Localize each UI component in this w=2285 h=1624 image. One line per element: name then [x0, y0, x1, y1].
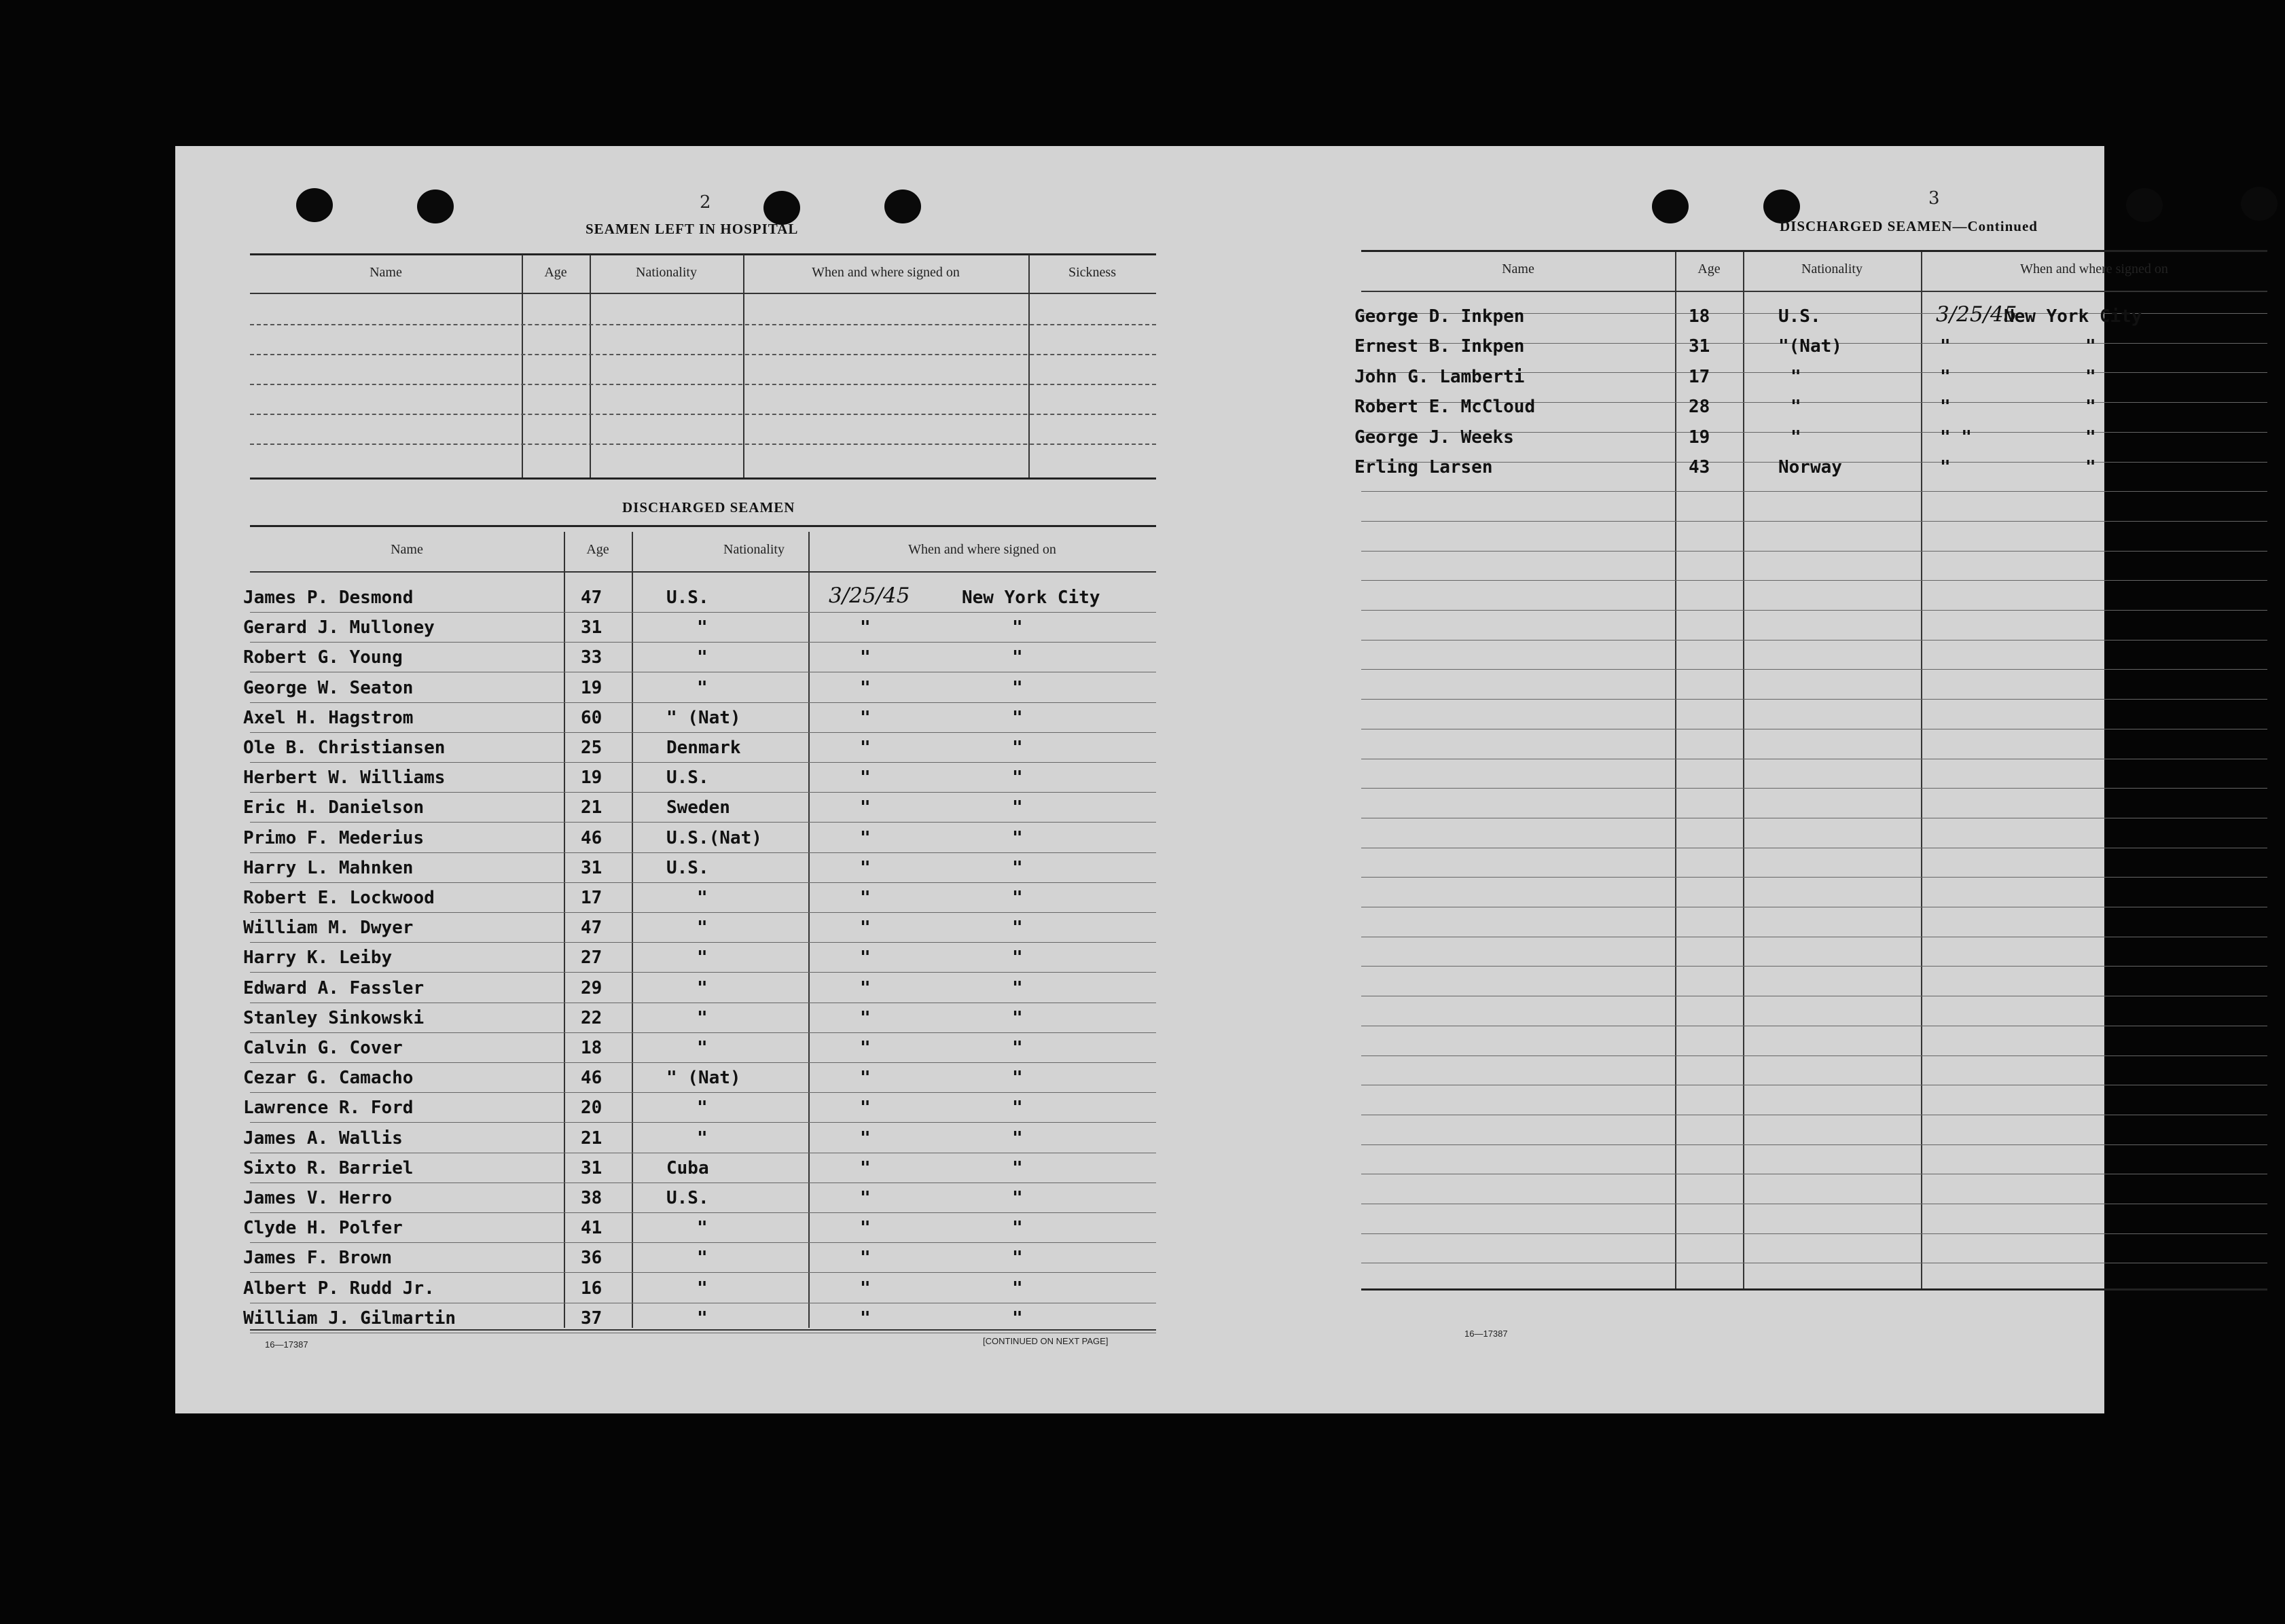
table-row [250, 792, 1156, 793]
punch-hole [763, 191, 800, 225]
signed-on-place: New York City [2004, 306, 2142, 327]
signed-on-date: 3/25/45 [1936, 302, 2017, 327]
seaman-age: 43 [1689, 457, 1710, 477]
table-row [1361, 1233, 2267, 1234]
seaman-nationality: " [1791, 427, 1801, 448]
signed-on-date: " [860, 1248, 871, 1268]
column-divider [743, 255, 744, 479]
table-row [1361, 788, 2267, 789]
seaman-nationality: " [697, 1308, 708, 1329]
signed-on-date: " [860, 678, 871, 698]
hospital-header-sickness: Sickness [1068, 265, 1116, 280]
seaman-nationality: "(Nat) [1778, 336, 1842, 357]
seaman-age: 47 [581, 588, 602, 608]
signed-on-place: " [1012, 948, 1023, 968]
signed-on-place: " [2085, 367, 2096, 387]
seaman-name: James V. Herro [243, 1188, 393, 1208]
signed-on-date: " [860, 888, 871, 908]
seaman-age: 28 [1689, 397, 1710, 417]
seaman-name: James A. Wallis [243, 1128, 403, 1149]
table-row [250, 1062, 1156, 1063]
seaman-age: 19 [1689, 427, 1710, 448]
page-number: 3 [1928, 188, 1940, 209]
table-row [250, 912, 1156, 913]
signed-on-place: " [1012, 978, 1023, 998]
signed-on-date: " [860, 797, 871, 818]
seaman-name: Ole B. Christiansen [243, 738, 446, 758]
table-row [250, 444, 1156, 445]
seaman-nationality: " (Nat) [666, 1068, 741, 1088]
hospital-header-name: Name [370, 265, 402, 280]
seaman-name: Robert E. McCloud [1354, 397, 1536, 417]
seaman-nationality: " [697, 678, 708, 698]
signed-on-place: " [1012, 617, 1023, 638]
seaman-name: George J. Weeks [1354, 427, 1514, 448]
hospital-section-title: SEAMEN LEFT IN HOSPITAL [586, 221, 799, 237]
signed-on-place: " [2085, 427, 2096, 448]
continued-header-name: Name [1502, 261, 1534, 276]
signed-on-place: " [1012, 738, 1023, 758]
hospital-header-nationality: Nationality [636, 265, 697, 280]
signed-on-place: " [1012, 1098, 1023, 1118]
punch-hole [296, 188, 333, 222]
signed-on-date: " [1940, 457, 1951, 477]
seaman-age: 33 [581, 647, 602, 668]
seaman-nationality: U.S.(Nat) [666, 828, 762, 848]
seaman-name: Primo F. Mederius [243, 828, 425, 848]
seaman-name: Axel H. Hagstrom [243, 708, 414, 728]
signed-on-date: " [860, 1098, 871, 1118]
seaman-nationality: U.S. [666, 858, 709, 878]
seaman-nationality: " [697, 1038, 708, 1058]
seaman-nationality: Denmark [666, 738, 741, 758]
discharged-header-name: Name [391, 542, 423, 557]
table-row [250, 1242, 1156, 1243]
seaman-age: 20 [581, 1098, 602, 1118]
signed-on-place: " [1012, 1038, 1023, 1058]
seaman-nationality: " [697, 948, 708, 968]
punch-hole [417, 190, 454, 223]
seaman-nationality: " [697, 1218, 708, 1238]
punch-hole [2241, 187, 2278, 221]
seaman-name: Robert G. Young [243, 647, 403, 668]
seaman-nationality: " [697, 888, 708, 908]
seaman-name: Stanley Sinkowski [243, 1008, 425, 1028]
seaman-name: John G. Lamberti [1354, 367, 1525, 387]
seaman-name: Robert E. Lockwood [243, 888, 435, 908]
signed-on-date: " [860, 978, 871, 998]
seaman-nationality: Sweden [666, 797, 730, 818]
punch-hole [884, 190, 921, 223]
table-row [250, 942, 1156, 943]
seaman-age: 18 [1689, 306, 1710, 327]
table-row [250, 882, 1156, 883]
seaman-name: William M. Dwyer [243, 918, 414, 938]
seaman-nationality: " [697, 1098, 708, 1118]
seaman-nationality: " [697, 978, 708, 998]
column-divider [632, 532, 633, 1328]
table-row [250, 384, 1156, 385]
seaman-name: James P. Desmond [243, 588, 414, 608]
seaman-age: 22 [581, 1008, 602, 1028]
seaman-age: 21 [581, 797, 602, 818]
seaman-age: 17 [581, 888, 602, 908]
seaman-name: Clyde H. Polfer [243, 1218, 403, 1238]
signed-on-place: " [1012, 797, 1023, 818]
table-row [250, 1092, 1156, 1093]
seaman-age: 27 [581, 948, 602, 968]
signed-on-date: " [860, 1278, 871, 1299]
table-row [1361, 580, 2267, 581]
seaman-age: 31 [1689, 336, 1710, 357]
signed-on-place: " [1012, 1068, 1023, 1088]
signed-on-date: " [860, 1188, 871, 1208]
seaman-nationality: U.S. [666, 588, 709, 608]
table-row [250, 1272, 1156, 1273]
signed-on-place: " [1012, 1008, 1023, 1028]
table-bottom-rule [250, 1329, 1156, 1331]
signed-on-date: " [860, 1308, 871, 1329]
seaman-nationality: Norway [1778, 457, 1842, 477]
seaman-nationality: " [1791, 397, 1801, 417]
signed-on-date: " [860, 1158, 871, 1178]
seaman-name: Cezar G. Camacho [243, 1068, 414, 1088]
seaman-name: Ernest B. Inkpen [1354, 336, 1525, 357]
column-divider [1743, 252, 1744, 1288]
seaman-name: Albert P. Rudd Jr. [243, 1278, 435, 1299]
signed-on-date: " [860, 1068, 871, 1088]
form-number: 16—17387 [1464, 1329, 1508, 1339]
table-top-rule [1361, 250, 2267, 252]
seaman-nationality: U.S. [1778, 306, 1821, 327]
table-row [1361, 877, 2267, 878]
table-row [1361, 551, 2267, 552]
signed-on-date: " [860, 1218, 871, 1238]
signed-on-date: 3/25/45 [829, 583, 910, 608]
signed-on-place: " [1012, 1158, 1023, 1178]
signed-on-place: " [1012, 858, 1023, 878]
table-row [1361, 610, 2267, 611]
punch-hole [2126, 188, 2163, 222]
seaman-nationality: " [697, 918, 708, 938]
header-rule [1361, 291, 2267, 292]
signed-on-place: " [1012, 647, 1023, 668]
seaman-age: 21 [581, 1128, 602, 1149]
table-row [250, 1212, 1156, 1213]
punch-hole [1652, 190, 1689, 223]
signed-on-place: " [1012, 1278, 1023, 1299]
table-row [250, 642, 1156, 643]
signed-on-place: " [1012, 1128, 1023, 1149]
seaman-nationality: " [697, 647, 708, 668]
seaman-nationality: " [1791, 367, 1801, 387]
form-number: 16—17387 [265, 1339, 308, 1350]
seaman-age: 16 [581, 1278, 602, 1299]
table-row [1361, 491, 2267, 492]
table-row [1361, 1055, 2267, 1056]
table-row [1361, 669, 2267, 670]
seaman-age: 46 [581, 828, 602, 848]
table-row [250, 762, 1156, 763]
signed-on-place: " [1012, 828, 1023, 848]
signed-on-place: New York City [962, 588, 1100, 608]
seaman-nationality: U.S. [666, 768, 709, 788]
signed-on-date: " [860, 858, 871, 878]
table-row [250, 1032, 1156, 1033]
table-row [1361, 1144, 2267, 1145]
discharged-continued-title: DISCHARGED SEAMEN—Continued [1780, 218, 2038, 234]
seaman-age: 37 [581, 1308, 602, 1329]
seaman-nationality: " (Nat) [666, 708, 741, 728]
table-row [250, 822, 1156, 823]
continued-header-nationality: Nationality [1801, 261, 1863, 276]
seaman-age: 38 [581, 1188, 602, 1208]
column-divider [590, 255, 591, 479]
seaman-name: James F. Brown [243, 1248, 393, 1268]
seaman-age: 41 [581, 1218, 602, 1238]
signed-on-place: " [1012, 1188, 1023, 1208]
signed-on-date: " [860, 918, 871, 938]
document-sheet [175, 146, 2168, 1413]
seaman-age: 47 [581, 918, 602, 938]
table-row [250, 1122, 1156, 1123]
seaman-nationality: Cuba [666, 1158, 709, 1178]
column-divider [564, 532, 565, 1328]
seaman-age: 17 [1689, 367, 1710, 387]
seaman-name: Gerard J. Mulloney [243, 617, 435, 638]
signed-on-date: " [1940, 397, 1951, 417]
seaman-name: George W. Seaton [243, 678, 414, 698]
signed-on-date: " " [1940, 427, 1972, 448]
continued-header-signed-on: When and where signed on [2020, 261, 2168, 276]
hospital-header-age: Age [544, 265, 567, 280]
discharged-section-title: DISCHARGED SEAMEN [622, 499, 795, 516]
seaman-age: 31 [581, 1158, 602, 1178]
discharged-header-nationality: Nationality [723, 542, 785, 557]
seaman-age: 25 [581, 738, 602, 758]
signed-on-date: " [860, 1128, 871, 1149]
column-divider [522, 255, 523, 479]
signed-on-place: " [1012, 1308, 1023, 1329]
column-divider [1675, 252, 1676, 1288]
table-row [1361, 966, 2267, 967]
seaman-name: Herbert W. Williams [243, 768, 446, 788]
column-divider [1028, 255, 1030, 479]
seaman-name: Eric H. Danielson [243, 797, 425, 818]
hospital-header-signed-on: When and where signed on [812, 265, 960, 280]
signed-on-place: " [2085, 397, 2096, 417]
table-row [250, 354, 1156, 355]
seaman-name: Calvin G. Cover [243, 1038, 403, 1058]
table-row [250, 612, 1156, 613]
signed-on-place: " [1012, 1218, 1023, 1238]
seaman-nationality: " [697, 617, 708, 638]
seaman-nationality: " [697, 1008, 708, 1028]
continued-header-age: Age [1697, 261, 1721, 276]
table-row [1361, 521, 2267, 522]
seaman-nationality: " [697, 1248, 708, 1268]
table-row [250, 732, 1156, 733]
seaman-nationality: " [697, 1278, 708, 1299]
seaman-age: 31 [581, 617, 602, 638]
seaman-name: Harry L. Mahnken [243, 858, 414, 878]
column-divider [1921, 252, 1922, 1288]
seaman-age: 19 [581, 768, 602, 788]
table-row [250, 702, 1156, 703]
seaman-name: George D. Inkpen [1354, 306, 1525, 327]
signed-on-place: " [1012, 918, 1023, 938]
signed-on-date: " [860, 647, 871, 668]
right-page [1140, 146, 2168, 1413]
table-bottom-rule [250, 477, 1156, 480]
signed-on-place: " [2085, 336, 2096, 357]
signed-on-date: " [860, 828, 871, 848]
table-row [250, 414, 1156, 415]
signed-on-date: " [860, 948, 871, 968]
column-divider [808, 532, 810, 1328]
table-row [1361, 699, 2267, 700]
seaman-name: Sixto R. Barriel [243, 1158, 414, 1178]
discharged-header-signed-on: When and where signed on [908, 542, 1056, 557]
seaman-name: Edward A. Fassler [243, 978, 425, 998]
seaman-age: 29 [581, 978, 602, 998]
signed-on-place: " [1012, 678, 1023, 698]
seaman-age: 46 [581, 1068, 602, 1088]
signed-on-date: " [860, 617, 871, 638]
signed-on-place: " [2085, 457, 2096, 477]
seaman-name: Erling Larsen [1354, 457, 1493, 477]
seaman-name: Harry K. Leiby [243, 948, 393, 968]
header-rule [250, 571, 1156, 573]
seaman-age: 36 [581, 1248, 602, 1268]
seaman-age: 19 [581, 678, 602, 698]
seaman-nationality: U.S. [666, 1188, 709, 1208]
header-rule [250, 293, 1156, 294]
table-top-rule [250, 253, 1156, 255]
signed-on-date: " [860, 738, 871, 758]
table-row [250, 852, 1156, 853]
signed-on-place: " [1012, 708, 1023, 728]
page-number: 2 [700, 192, 711, 213]
signed-on-place: " [1012, 888, 1023, 908]
signed-on-date: " [1940, 336, 1951, 357]
continued-note: [CONTINUED ON NEXT PAGE] [983, 1336, 1109, 1346]
seaman-age: 18 [581, 1038, 602, 1058]
table-bottom-rule [1361, 1288, 2267, 1291]
signed-on-date: " [860, 1008, 871, 1028]
table-top-rule [250, 525, 1156, 527]
table-row [250, 324, 1156, 325]
seaman-nationality: " [697, 1128, 708, 1149]
seaman-name: William J. Gilmartin [243, 1308, 456, 1329]
signed-on-date: " [860, 768, 871, 788]
signed-on-date: " [860, 1038, 871, 1058]
signed-on-place: " [1012, 1248, 1023, 1268]
seaman-name: Lawrence R. Ford [243, 1098, 414, 1118]
table-row [250, 972, 1156, 973]
signed-on-date: " [1940, 367, 1951, 387]
seaman-age: 31 [581, 858, 602, 878]
seaman-age: 60 [581, 708, 602, 728]
discharged-header-age: Age [586, 542, 609, 557]
left-page [175, 146, 1140, 1413]
signed-on-place: " [1012, 768, 1023, 788]
signed-on-date: " [860, 708, 871, 728]
